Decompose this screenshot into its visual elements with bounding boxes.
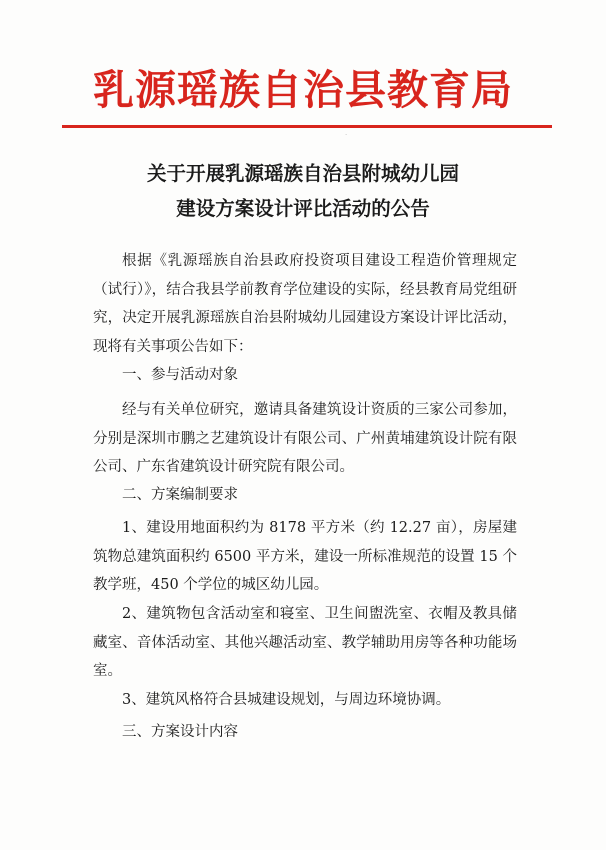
section-1-paragraph: 经与有关单位研究，邀请具备建筑设计资质的三家公司参加，分别是深圳市鹏之艺建筑设计有限公司、广州黄埔建筑设计院有限公司、广东省建筑设计研究院有限公司。 (93, 402, 517, 475)
section-heading-1: 一、参与活动对象 (122, 367, 238, 383)
section-2-item-1 (93, 514, 517, 600)
notice-title-line-2: 建设方案设计评比活动的公告 (176, 197, 430, 220)
intro-text: 根据《乳源瑶族自治县政府投资项目建设工程造价管理规定（试行）》，结合我县学前教育学位建设的实际，经县教育局党组研究，决定开展乳源瑶族自治县附城幼儿园建设方案设计评比活动，现将有关事项公告如下： (93, 253, 517, 355)
section-1-body (93, 396, 517, 482)
masthead-org-name: 乳源瑶族自治县教育局 (93, 66, 513, 114)
scan-mark: · (345, 131, 348, 139)
section-heading-3: 三、方案设计内容 (122, 724, 238, 740)
section-2-item-3 (93, 686, 517, 715)
intro-paragraph (93, 247, 517, 361)
notice-title-line-1: 关于开展乳源瑶族自治县附城幼儿园 (146, 162, 459, 185)
section-2-paragraph-3: 3、建筑风格符合县城建设规划，与周边环境协调。 (122, 692, 451, 708)
section-2-paragraph-1: 1、建设用地面积约为 8178 平方米（约 12.27 亩），房屋建筑物总建筑面积约 6500 平方米，建设一所标准规范的设置 15 个教学班，450 个学位的城区幼儿园。 (93, 520, 517, 593)
masthead-red-rule (62, 125, 552, 128)
section-heading-2: 二、方案编制要求 (122, 487, 238, 503)
section-2-item-2 (93, 600, 517, 686)
section-2-paragraph-2: 2、建筑物包含活动室和寝室、卫生间盥洗室、衣帽及教具储藏室、音体活动室、其他兴趣活动室、教学辅助用房等各种功能场室。 (93, 606, 517, 679)
